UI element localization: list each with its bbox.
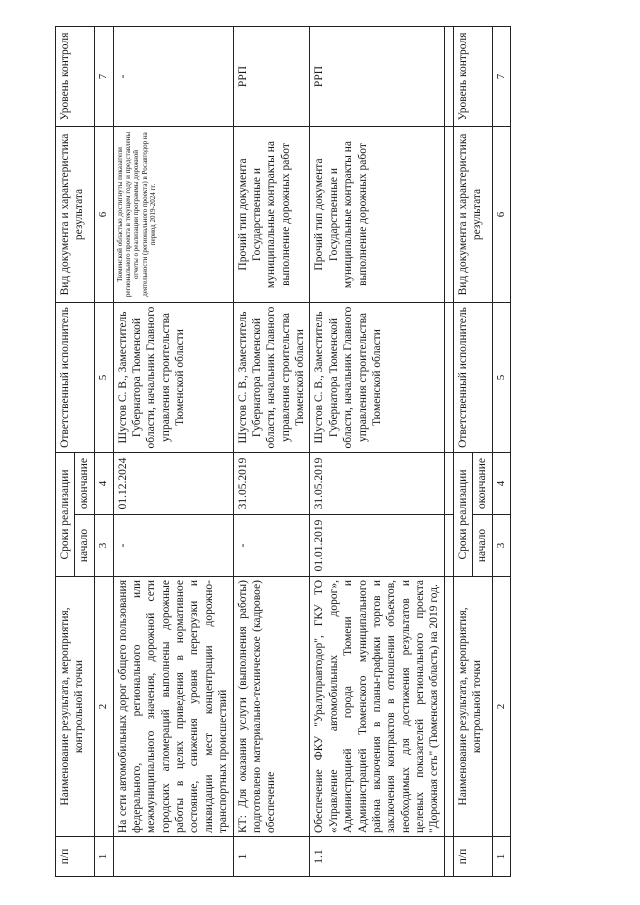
table-row — [113, 27, 233, 877]
repeat-header-num: п/п — [453, 837, 492, 877]
col-number: 7 — [94, 27, 113, 127]
column-numbers-row — [94, 27, 113, 877]
header-start: начало — [75, 515, 94, 577]
repeat-header-control-level: Уровень контроля — [453, 27, 492, 127]
repeat-header-row-top — [453, 27, 472, 877]
row-responsible: Шустов С. В., Заместитель Губернатора Тюменской области, начальник Главного управления строительства Тюменской области — [233, 303, 310, 453]
col-number: 6 — [492, 127, 511, 303]
header-row-top — [56, 27, 75, 877]
col-number: 4 — [492, 453, 511, 515]
header-end: окончание — [75, 453, 94, 515]
header-control-level: Уровень контроля — [56, 27, 95, 127]
col-number: 6 — [94, 127, 113, 303]
col-number: 4 — [94, 453, 113, 515]
repeat-header-end: окончание — [473, 453, 492, 515]
row-num: 1 — [233, 837, 310, 877]
header-terms: Сроки реализации — [56, 453, 75, 577]
row-num — [113, 837, 233, 877]
row-start: 01.01.2019 — [310, 515, 444, 577]
repeat-header-name: Наименование результата, мероприятия, контрольной точки — [453, 577, 492, 837]
row-end: 31.05.2019 — [233, 453, 310, 515]
repeat-column-numbers-row — [492, 27, 511, 877]
row-end: 01.12.2024 — [113, 453, 233, 515]
col-number: 3 — [492, 515, 511, 577]
col-number: 2 — [94, 577, 113, 837]
row-name: Обеспечение ФКУ "Уралуправтодор", ГКУ ТО «Управление автомобильных дорог», Администрацией города Тюмени и Администрацией Тюменского муниципального района включения в планы-графики торгов и заключения контрактов в отношении объектов, необходимых для достижения результатов и целевых показателей регионального проекта "Дорожная сеть" (Тюменская область) на 2019 год. — [310, 577, 444, 837]
row-control-level: РРП — [310, 27, 444, 127]
page-break-gap — [444, 27, 453, 877]
col-number: 5 — [492, 303, 511, 453]
table-row — [233, 27, 310, 877]
header-responsible: Ответственный исполнитель — [56, 303, 95, 453]
repeat-header-doc-type: Вид документа и характеристика результата — [453, 127, 492, 303]
row-doc-type: Прочий тип документа Государственные и муниципальные контракты на выполнение дорожных работ — [233, 127, 310, 303]
row-responsible: Шустов С. В., Заместитель Губернатора Тюменской области, начальник Главного управления строительства Тюменской области — [310, 303, 444, 453]
col-number: 2 — [492, 577, 511, 837]
row-num: 1.1 — [310, 837, 444, 877]
header-doc-type: Вид документа и характеристика результата — [56, 127, 95, 303]
header-num: п/п — [56, 837, 95, 877]
row-name: КТ: Для оказания услуги (выполнения работы) подготовлено материально-техническое (кадровое) обеспечение — [233, 577, 310, 837]
col-number: 1 — [94, 837, 113, 877]
repeat-header-responsible: Ответственный исполнитель — [453, 303, 492, 453]
rotated-table-container — [55, 27, 585, 877]
col-number: 1 — [492, 837, 511, 877]
col-number: 7 — [492, 27, 511, 127]
col-number: 5 — [94, 303, 113, 453]
row-responsible: Шустов С. В., Заместитель Губернатора Тюменской области, начальник Главного управления строительства Тюменской области — [113, 303, 233, 453]
plan-table — [55, 26, 511, 877]
row-start: - — [233, 515, 310, 577]
header-name: Наименование результата, мероприятия, контрольной точки — [56, 577, 95, 837]
repeat-header-start: начало — [473, 515, 492, 577]
row-end: 31.05.2019 — [310, 453, 444, 515]
row-start: - — [113, 515, 233, 577]
col-number: 3 — [94, 515, 113, 577]
row-control-level: - — [113, 27, 233, 127]
row-name: На сети автомобильных дорог общего пользования федерального, регионального или межмуниципального значения, дорожной сети городских агломераций выполнены дорожные работы в целях приведения в нормативное состояние, снижения уровня перегрузки и ликвидации мест концентрации дорожно-транспортных происшествий — [113, 577, 233, 837]
row-doc-type: Прочий тип документа Государственные и муниципальные контракты на выполнение дорожных работ — [310, 127, 444, 303]
repeat-header-terms: Сроки реализации — [453, 453, 472, 577]
table-row — [310, 27, 444, 877]
row-control-level: РРП — [233, 27, 310, 127]
row-doc-type: Тюменской областью достигнуты показатели регионального проекта в текущем году и представлены отчеты о реализации программы дорожной деятельности (регионального проекта) в Росавтодор на период 2019-2024 гг. — [113, 127, 233, 303]
